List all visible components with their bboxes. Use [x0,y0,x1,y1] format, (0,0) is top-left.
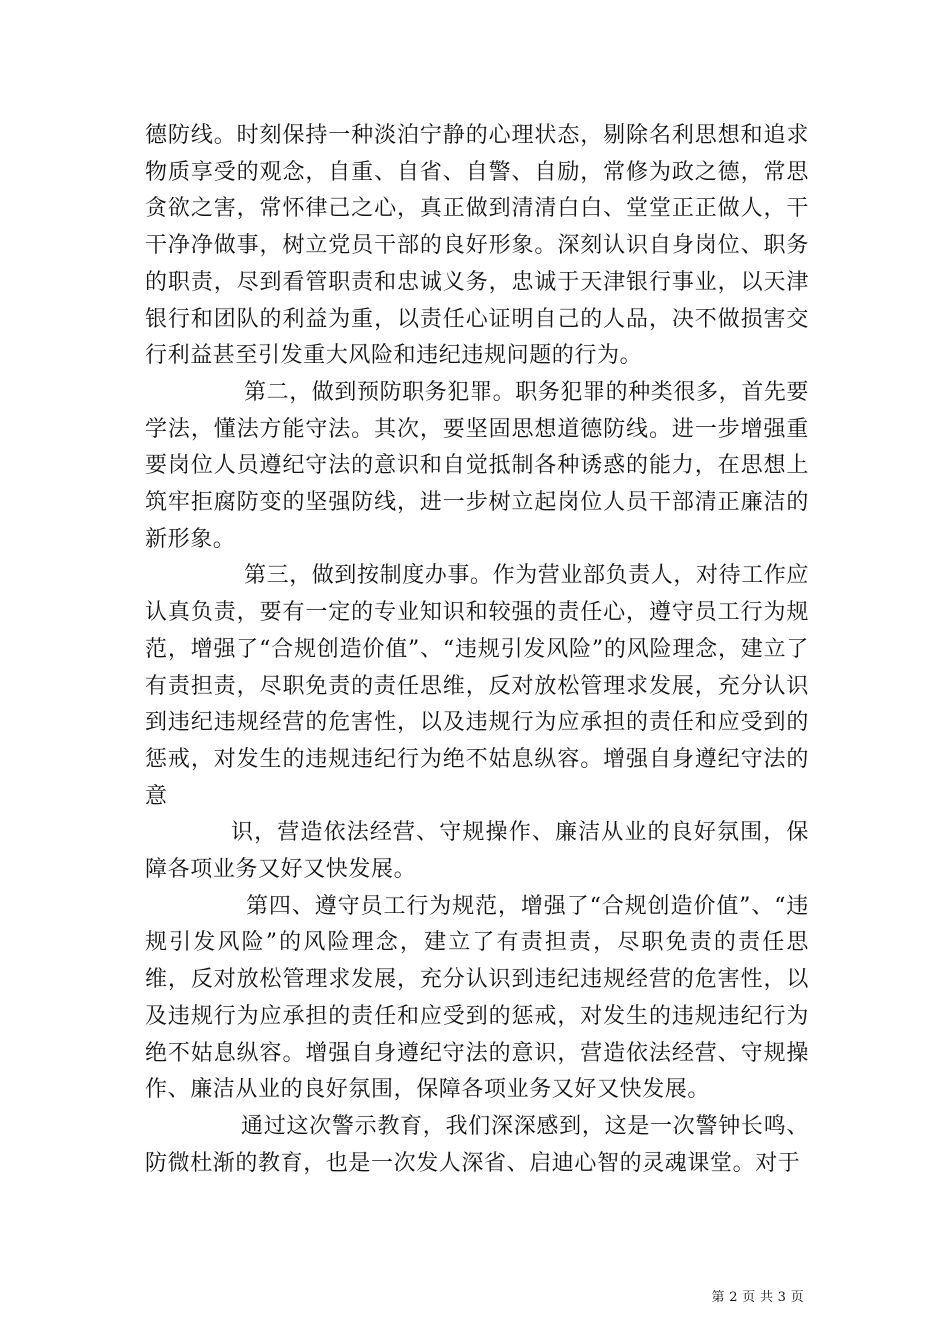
document-body [145,118,809,1182]
paragraph-6: 通过这次警示教育，我们深深感到，这是一次警钟长鸣、防微杜渐的教育，也是一次发人深省、启迪心智的灵魂课堂。对于 [145,1113,809,1176]
paragraph-5: 第四、遵守员工行为规范，增强了“合规创造价值”、“违规引发风险”的风险理念，建立了有责担责，尽职免责的责任思维，反对放松管理求发展，充分认识到违纪违规经营的危害性，以及违规行为应承担的责任和应受到的惩戒，对发生的违规违纪行为绝不姑息纵容。增强自身遵纪守法的意识，营造依法经营、守规操作、廉洁从业的良好氛围，保障各项业务又好又快发展。 [145,893,809,1103]
paragraph-4: 识，营造依法经营、守规操作、廉洁从业的良好氛围，保障各项业务又好又快发展。 [145,820,809,883]
paragraph-2: 第二，做到预防职务犯罪。职务犯罪的种类很多，首先要学法，懂法方能守法。其次，要坚固思想道德防线。进一步增强重要岗位人员遵纪守法的意识和自觉抵制各种诱惑的能力，在思想上筑牢拒腐防变的坚强防线，进一步树立起岗位人员干部清正廉洁的新形象。 [145,379,810,552]
page-number-footer: 第 2 页 共 3 页 [711,1290,804,1305]
paragraph-3: 第三，做到按制度办事。作为营业部负责人，对待工作应认真负责，要有一定的专业知识和较强的责任心，遵守员工行为规范，增强了“合规创造价值”、“违规引发风险”的风险理念，建立了有责担责，尽职免责的责任思维，反对放松管理求发展，充分认识到违纪违规经营的危害性，以及违规行为应承担的责任和应受到的惩戒，对发生的违规违纪行为绝不姑息纵容。增强自身遵纪守法的意 [145,563,810,809]
paragraph-1: 德防线。时刻保持一种淡泊宁静的心理状态，剔除名利思想和追求物质享受的观念，自重、自省、自警、自励，常修为政之德，常思贪欲之害，常怀律己之心，真正做到清清白白、堂堂正正做人，干干净净做事，树立党员干部的良好形象。深刻认识自身岗位、职务的职责，尽到看管职责和忠诚义务，忠诚于天津银行事业，以天津银行和团队的利益为重，以责任心证明自己的人品，决不做损害交行利益甚至引发重大风险和违纪违规问题的行为。 [145,123,809,369]
